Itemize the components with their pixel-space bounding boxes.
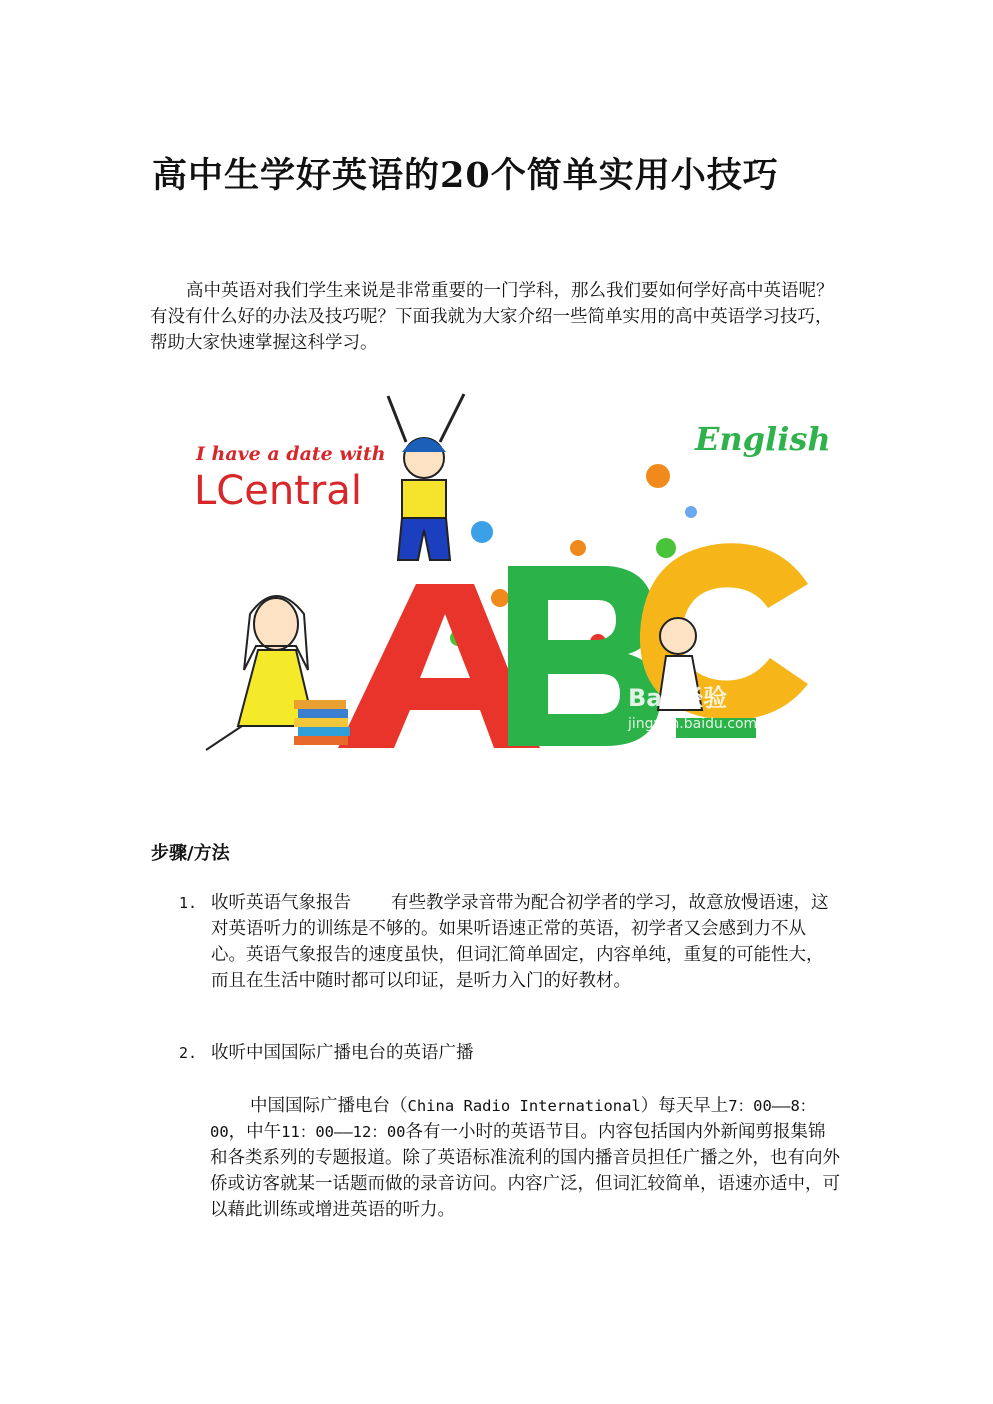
step-number: 1. xyxy=(179,894,198,912)
boy-figure xyxy=(388,394,464,560)
step-heading: 收听英语气象报告 xyxy=(211,893,351,913)
section-heading: 步骤/方法 xyxy=(151,843,230,864)
step-item xyxy=(179,1040,839,1066)
caption-line2: LCentral xyxy=(194,468,362,514)
abc-illustration xyxy=(188,388,831,758)
english-label: English xyxy=(695,420,831,458)
step-item xyxy=(179,890,839,994)
step-text: 中国国际广播电台（China Radio International）每天早上7：00——8：00，中午11：00——12：00各有一小时的英语节目。内容包括国内外新闻剪报集锦和各类系列的专题报道。除了英语标准流利的国内播音员担任广播之外，也有向外侨或访客就某一话题而做的录音访问。内容广泛，但词汇较简单，语速亦适中，可以藉此训练或增进英语的听力。 xyxy=(210,1096,840,1220)
step-heading: 收听中国国际广播电台的英语广播 xyxy=(211,1043,474,1063)
step-text: 有些教学录音带为配合初学者的学习，故意放慢语速，这对英语听力的训练是不够的。如果听语速正常的英语，初学者又会感到力不从心。英语气象报告的速度虽快，但词汇简单固定，内容单纯，重复的可能性大，而且在生活中随时都可以印证，是听力入门的好教材。 xyxy=(211,893,829,991)
step-number: 2. xyxy=(179,1044,198,1062)
caption-line1: I have a date with xyxy=(196,443,386,465)
watermark-line1: Bai 经验 xyxy=(628,684,728,712)
intro-paragraph: 高中英语对我们学生来说是非常重要的一门学科，那么我们要如何学好高中英语呢？有没有什么好的办法及技巧呢？下面我就为大家介绍一些简单实用的高中英语学习技巧，帮助大家快速掌握这科学习。 xyxy=(150,281,834,353)
document-title: 高中生学好英语的20个简单实用小技巧 xyxy=(152,155,779,196)
watermark-line2: jingyan.baidu.com xyxy=(628,716,758,732)
